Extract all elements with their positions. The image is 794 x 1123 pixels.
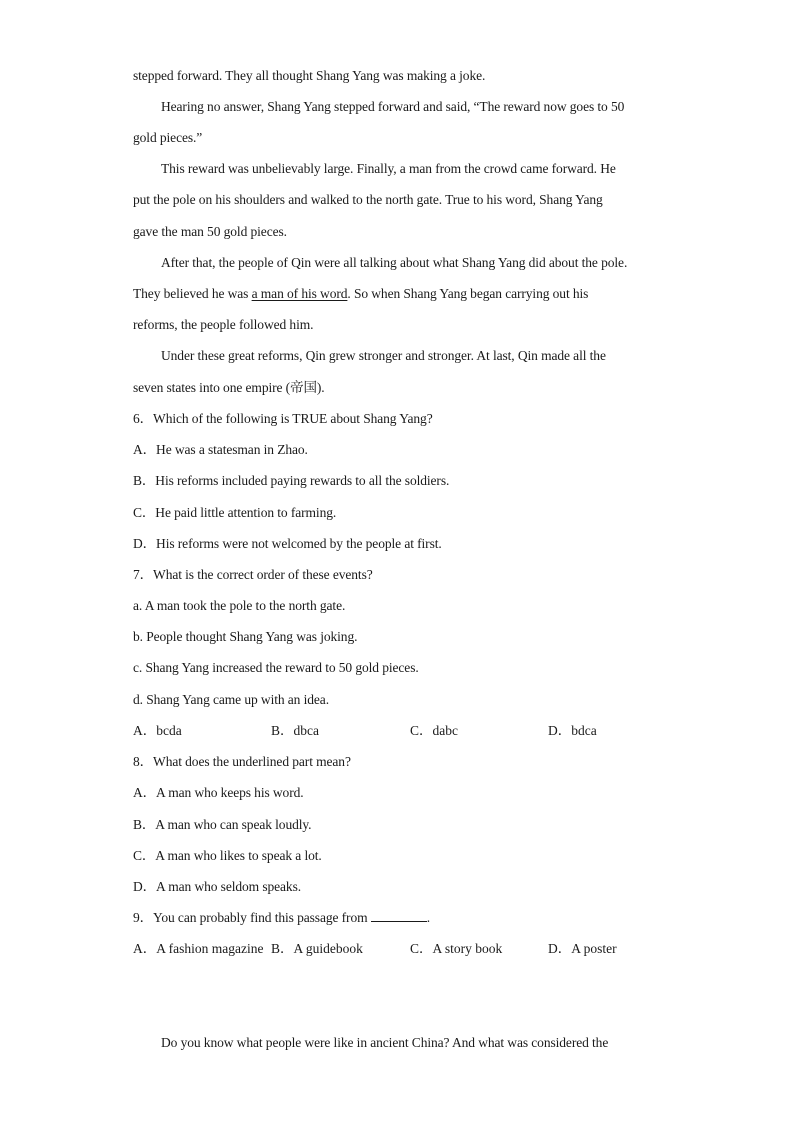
q9-option-a: A．A fashion magazine	[133, 941, 264, 956]
q7-stem: 7．What is the correct order of these events?	[133, 567, 373, 582]
passage-line-6: gave the man 50 gold pieces.	[133, 224, 287, 239]
passage-line-4: This reward was unbelievably large. Finally, a man from the crowd came forward. He	[161, 161, 616, 176]
passage-line-8-post: . So when Shang Yang began carrying out his	[347, 286, 589, 301]
q6-option-b: B．His reforms included paying rewards to all the soldiers.	[133, 473, 450, 488]
passage-line-8-pre: They believed he was	[133, 286, 252, 301]
answer-blank	[371, 909, 427, 922]
q6-option-d: D．His reforms were not welcomed by the people at first.	[133, 536, 442, 551]
q8-option-c: C．A man who likes to speak a lot.	[133, 848, 322, 863]
q6-stem: 6．Which of the following is TRUE about Shang Yang?	[133, 411, 433, 426]
q8-option-d: D．A man who seldom speaks.	[133, 879, 302, 894]
underlined-phrase: a man of his word	[251, 286, 348, 301]
q9-option-d: D．A poster	[548, 941, 617, 956]
passage-line-9: reforms, the people followed him.	[133, 317, 314, 332]
q7-option-c: C．dabc	[410, 723, 458, 738]
q6-option-a: A．He was a statesman in Zhao.	[133, 442, 308, 457]
passage-line-5: put the pole on his shoulders and walked to the north gate. True to his word, Shang Yang	[133, 192, 603, 207]
passage-line-10: Under these great reforms, Qin grew stronger and stronger. At last, Qin made all the	[161, 348, 606, 363]
q7-event-d: d. Shang Yang came up with an idea.	[133, 692, 329, 707]
q9-stem: 9．You can probably find this passage from	[133, 910, 368, 925]
passage-line-7: After that, the people of Qin were all talking about what Shang Yang did about the pole.	[161, 255, 628, 270]
q7-event-b: b. People thought Shang Yang was joking.	[133, 629, 358, 644]
q7-option-b: B．dbca	[271, 723, 319, 738]
q6-option-c: C．He paid little attention to farming.	[133, 505, 337, 520]
q9-stem-line	[133, 909, 663, 927]
passage-line-8	[133, 285, 663, 303]
next-passage-line-1: Do you know what people were like in ancient China? And what was considered the	[161, 1035, 609, 1050]
q8-option-b: B．A man who can speak loudly.	[133, 817, 312, 832]
q8-option-a: A．A man who keeps his word.	[133, 785, 304, 800]
passage-line-2: Hearing no answer, Shang Yang stepped forward and said, “The reward now goes to 50	[161, 99, 625, 114]
q7-option-d: D．bdca	[548, 723, 597, 738]
q9-option-c: C．A story book	[410, 941, 503, 956]
q7-option-a: A．bcda	[133, 723, 182, 738]
q7-event-c: c. Shang Yang increased the reward to 50 gold pieces.	[133, 660, 419, 675]
passage-line-3: gold pieces.”	[133, 130, 203, 145]
q8-stem: 8．What does the underlined part mean?	[133, 754, 351, 769]
q9-stem-end: .	[426, 910, 431, 925]
passage-line-1: stepped forward. They all thought Shang Yang was making a joke.	[133, 68, 486, 83]
q9-option-b: B．A guidebook	[271, 941, 363, 956]
q7-event-a: a. A man took the pole to the north gate.	[133, 598, 346, 613]
passage-line-11: seven states into one empire (帝国).	[133, 380, 325, 395]
